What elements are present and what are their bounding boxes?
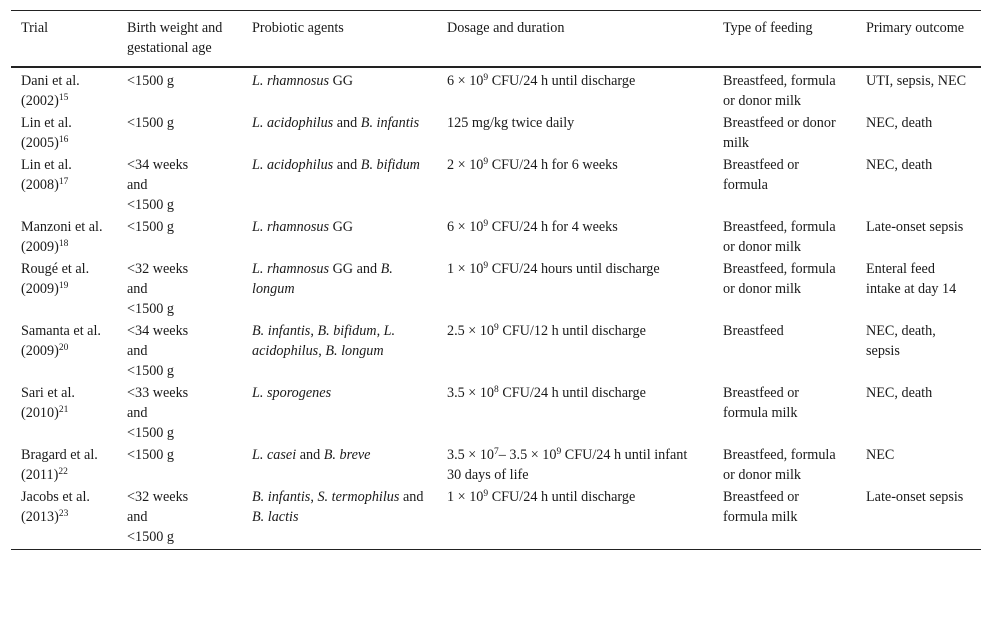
primary-outcome-cell: UTI, sepsis, NEC <box>866 73 967 89</box>
dosage-text: 1 × 10 <box>447 489 484 505</box>
birth-weight-cell <box>117 216 242 258</box>
table-row <box>11 382 981 444</box>
dosage-text: 3.5 × 10 <box>447 385 495 401</box>
birth-weight-line: <1500 g <box>127 529 175 545</box>
birth-weight-line: <1500 g <box>127 363 175 379</box>
agent-text: , <box>310 323 318 339</box>
table-row <box>11 216 981 258</box>
probiotic-agents-cell <box>242 216 437 258</box>
primary-outcome-cell: NEC, death, sepsis <box>866 323 936 359</box>
trial-cell <box>11 258 117 320</box>
birth-weight-line: <32 weeks <box>127 489 189 505</box>
header-dosage-duration: Dosage and duration <box>447 20 565 36</box>
trial-reference: 21 <box>58 405 69 415</box>
probiotic-agents-cell <box>242 444 437 486</box>
species-name: B. bifidum <box>317 323 377 339</box>
probiotic-agents-cell <box>242 382 437 444</box>
primary-outcome-cell: Late-onset sepsis <box>866 489 964 505</box>
probiotic-agents-cell <box>242 154 437 216</box>
birth-weight-line: <1500 g <box>127 219 175 235</box>
birth-weight-cell <box>117 67 242 112</box>
species-name: B. bifidum <box>360 157 420 173</box>
trial-reference: 16 <box>58 135 69 145</box>
trial-cell <box>11 67 117 112</box>
trial-reference: 15 <box>58 93 69 103</box>
dosage-text: 2 × 10 <box>447 157 484 173</box>
species-name: L. acidophilus <box>252 157 334 173</box>
trial-reference: 18 <box>58 239 69 249</box>
dosage-text: – 3.5 × 10 <box>498 447 557 463</box>
species-name: B. infantis <box>252 323 311 339</box>
primary-outcome-cell: NEC, death <box>866 385 933 401</box>
header-probiotic-agents: Probiotic agents <box>252 20 344 36</box>
table-row <box>11 320 981 382</box>
dosage-text: 6 × 10 <box>447 219 484 235</box>
dosage-exponent: 9 <box>494 323 499 333</box>
trial-name: Lin et al. (2008) <box>21 157 72 193</box>
species-name: L. acidophilus <box>252 323 396 359</box>
dosage-cell <box>437 258 713 320</box>
table-row <box>11 154 981 216</box>
trial-reference: 17 <box>58 177 69 187</box>
header-feeding-type: Type of feeding <box>723 20 813 36</box>
trial-cell <box>11 216 117 258</box>
probiotic-trials-table <box>11 10 981 550</box>
birth-weight-line: <1500 g <box>127 197 175 213</box>
feeding-type-cell: Breastfeed <box>723 323 784 339</box>
birth-weight-line: <33 weeks <box>127 385 189 401</box>
trial-reference: 20 <box>58 343 69 353</box>
species-name: B. infantis <box>360 115 420 131</box>
trial-name: Lin et al. (2005) <box>21 115 72 151</box>
species-name: B. longum <box>252 261 393 297</box>
birth-weight-line: and <box>127 281 148 297</box>
header-trial: Trial <box>21 20 49 36</box>
dosage-text: CFU/24 h until discharge <box>488 73 636 89</box>
dosage-text: CFU/24 h for 4 weeks <box>488 219 618 235</box>
dosage-exponent: 8 <box>494 385 499 395</box>
agent-text: and <box>399 489 424 505</box>
dosage-cell <box>437 444 713 486</box>
dosage-cell <box>437 67 713 112</box>
species-name: B. longum <box>325 343 384 359</box>
birth-weight-cell <box>117 444 242 486</box>
species-name: B. breve <box>323 447 371 463</box>
birth-weight-line: <34 weeks <box>127 323 189 339</box>
agent-text: and <box>333 115 361 131</box>
species-name: L. casei <box>252 447 297 463</box>
trial-name: Jacobs et al. (2013) <box>21 489 90 525</box>
dosage-exponent: 9 <box>483 261 489 271</box>
dosage-text: 2.5 × 10 <box>447 323 495 339</box>
header-row <box>11 11 981 68</box>
primary-outcome-cell: NEC, death <box>866 115 933 131</box>
probiotic-agents-cell <box>242 258 437 320</box>
dosage-cell <box>437 216 713 258</box>
probiotic-agents-cell <box>242 320 437 382</box>
agent-text: GG and <box>329 261 381 277</box>
dosage-cell <box>437 382 713 444</box>
feeding-type-cell: Breastfeed or donor milk <box>723 115 836 151</box>
feeding-type-cell: Breastfeed, formula or donor milk <box>723 447 836 483</box>
species-name: L. rhamnosus <box>252 219 330 235</box>
trial-cell <box>11 154 117 216</box>
dosage-cell <box>437 320 713 382</box>
dosage-cell <box>437 154 713 216</box>
species-name: L. rhamnosus <box>252 73 330 89</box>
birth-weight-line: <1500 g <box>127 447 175 463</box>
species-name: B. infantis <box>252 489 311 505</box>
table-row <box>11 112 981 154</box>
trial-name: Samanta et al. (2009) <box>21 323 101 359</box>
dosage-exponent: 9 <box>483 157 489 167</box>
species-name: L. acidophilus <box>252 115 334 131</box>
birth-weight-line: <1500 g <box>127 73 175 89</box>
dosage-exponent: 9 <box>483 219 489 229</box>
feeding-type-cell: Breastfeed or formula milk <box>723 489 800 525</box>
feeding-type-cell: Breastfeed or formula <box>723 157 800 193</box>
birth-weight-cell <box>117 258 242 320</box>
species-name: L. rhamnosus <box>252 261 330 277</box>
birth-weight-line: <1500 g <box>127 115 175 131</box>
table-row <box>11 486 981 550</box>
agent-text: GG <box>329 219 354 235</box>
birth-weight-line: <34 weeks <box>127 157 189 173</box>
dosage-text: CFU/24 h until discharge <box>498 385 646 401</box>
birth-weight-line: and <box>127 509 148 525</box>
birth-weight-line: and <box>127 177 148 193</box>
birth-weight-line: <32 weeks <box>127 261 189 277</box>
probiotic-agents-cell <box>242 112 437 154</box>
trial-name: Dani et al. (2002) <box>21 73 80 109</box>
dosage-exponent: 9 <box>556 447 562 457</box>
probiotic-agents-cell <box>242 67 437 112</box>
agent-text: , <box>310 489 318 505</box>
birth-weight-line: and <box>127 343 148 359</box>
trial-name: Bragard et al. (2011) <box>21 447 98 483</box>
birth-weight-line: and <box>127 405 148 421</box>
agent-text: and <box>296 447 324 463</box>
birth-weight-cell <box>117 320 242 382</box>
trial-cell <box>11 486 117 550</box>
species-name: L. sporogenes <box>252 385 332 401</box>
dosage-text: 3.5 × 10 <box>447 447 495 463</box>
agent-text: , <box>376 323 384 339</box>
header-birth-weight: Birth weight and gestational age <box>127 20 223 56</box>
dosage-text: CFU/24 h until discharge <box>488 489 636 505</box>
agent-text: GG <box>329 73 354 89</box>
dosage-text: CFU/24 h for 6 weeks <box>488 157 618 173</box>
dosage-cell <box>437 486 713 550</box>
dosage-text: 6 × 10 <box>447 73 484 89</box>
primary-outcome-cell: Late-onset sepsis <box>866 219 964 235</box>
dosage-text: CFU/12 h until discharge <box>498 323 646 339</box>
species-name: S. termophilus <box>317 489 400 505</box>
birth-weight-line: <1500 g <box>127 425 175 441</box>
species-name: B. lactis <box>252 509 299 525</box>
probiotic-agents-cell <box>242 486 437 550</box>
trial-name: Manzoni et al. (2009) <box>21 219 103 255</box>
trial-reference: 23 <box>58 509 69 519</box>
trial-cell <box>11 320 117 382</box>
agent-text: and <box>333 157 361 173</box>
primary-outcome-cell: NEC, death <box>866 157 933 173</box>
table-row <box>11 444 981 486</box>
trial-reference: 22 <box>58 467 68 477</box>
birth-weight-cell <box>117 382 242 444</box>
dosage-exponent: 7 <box>494 447 499 457</box>
dosage-text: 1 × 10 <box>447 261 484 277</box>
dosage-text: CFU/24 h until infant 30 days of life <box>447 447 688 483</box>
trial-cell <box>11 382 117 444</box>
feeding-type-cell: Breastfeed, formula or donor milk <box>723 261 836 297</box>
trial-cell <box>11 112 117 154</box>
table-row <box>11 258 981 320</box>
birth-weight-cell <box>117 112 242 154</box>
trial-cell <box>11 444 117 486</box>
birth-weight-line: <1500 g <box>127 301 175 317</box>
trial-reference: 19 <box>58 281 69 291</box>
header-primary-outcome: Primary outcome <box>866 20 965 36</box>
feeding-type-cell: Breastfeed, formula or donor milk <box>723 219 836 255</box>
dosage-text: 125 mg/kg twice daily <box>447 115 575 131</box>
trial-name: Sari et al. (2010) <box>21 385 75 421</box>
agent-text: , <box>318 343 326 359</box>
feeding-type-cell: Breastfeed or formula milk <box>723 385 800 421</box>
primary-outcome-cell: Enteral feed intake at day 14 <box>866 261 957 297</box>
dosage-exponent: 9 <box>483 489 489 499</box>
dosage-cell <box>437 112 713 154</box>
dosage-exponent: 9 <box>483 73 489 83</box>
feeding-type-cell: Breastfeed, formula or donor milk <box>723 73 836 109</box>
dosage-text: CFU/24 hours until discharge <box>488 261 660 277</box>
birth-weight-cell <box>117 154 242 216</box>
trial-name: Rougé et al. (2009) <box>21 261 90 297</box>
table-row <box>11 67 981 112</box>
primary-outcome-cell: NEC <box>866 447 895 463</box>
birth-weight-cell <box>117 486 242 550</box>
